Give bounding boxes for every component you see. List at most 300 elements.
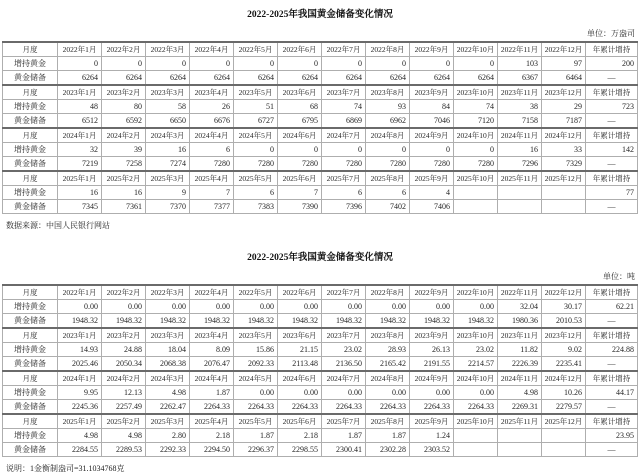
increase-value-cell: 0.00	[278, 300, 322, 314]
increase-total-cell: 44.17	[586, 386, 638, 400]
month-header-cell: 2022年4月	[190, 285, 234, 300]
reserve-value-cell: 7280	[454, 157, 498, 172]
month-header-cell: 2023年6月	[278, 85, 322, 100]
month-header-cell: 2024年1月	[58, 128, 102, 143]
reserve-value-cell: 6264	[102, 71, 146, 86]
reserve-value-cell: 2300.41	[322, 443, 366, 457]
month-header-cell: 2022年10月	[454, 42, 498, 57]
reserve-value-cell: 2294.50	[190, 443, 234, 457]
month-header-cell: 2025年1月	[58, 414, 102, 429]
month-header-cell: 2023年4月	[190, 85, 234, 100]
reserve-value-cell: 6264	[278, 71, 322, 86]
increase-value-cell: 0.00	[190, 300, 234, 314]
month-header-cell: 2022年7月	[322, 285, 366, 300]
month-header-cell: 2023年12月	[542, 85, 586, 100]
month-header-cell: 2025年4月	[190, 414, 234, 429]
increase-value-cell: 9.02	[542, 343, 586, 357]
reserve-value-cell: 2264.33	[366, 400, 410, 415]
reserve-value-cell: 7329	[542, 157, 586, 172]
reserve-value-cell: 6264	[366, 71, 410, 86]
reserve-value-cell: 2226.39	[498, 357, 542, 372]
increase-value-cell: 26.13	[410, 343, 454, 357]
reserve-value-cell: 1948.32	[102, 314, 146, 329]
reserve-total-cell: —	[586, 200, 638, 214]
table-body-tons	[3, 285, 638, 457]
increase-value-cell: 0	[234, 143, 278, 157]
reserve-value-cell: 2303.52	[410, 443, 454, 457]
month-header-cell: 2022年7月	[322, 42, 366, 57]
month-header-cell: 2023年2月	[102, 328, 146, 343]
reserve-value-cell: 7345	[58, 200, 102, 214]
month-header-cell: 2023年3月	[146, 328, 190, 343]
month-col-header: 月度	[3, 371, 58, 386]
month-header-cell: 2022年4月	[190, 42, 234, 57]
reserve-value-cell: 6512	[58, 114, 102, 129]
month-header-cell: 2024年6月	[278, 128, 322, 143]
reserve-value-cell: 2165.42	[366, 357, 410, 372]
reserve-value-cell: 6264	[322, 71, 366, 86]
month-header-cell: 2025年6月	[278, 171, 322, 186]
increase-value-cell: 0	[190, 57, 234, 71]
month-header-cell: 2022年6月	[278, 285, 322, 300]
month-header-cell: 2022年2月	[102, 42, 146, 57]
month-header-cell: 2024年3月	[146, 128, 190, 143]
increase-value-cell: 80	[102, 100, 146, 114]
increase-value-cell: 9.95	[58, 386, 102, 400]
reserve-value-cell: 2284.55	[58, 443, 102, 457]
reserve-value-cell	[454, 200, 498, 214]
reserve-value-cell	[454, 443, 498, 457]
reserve-value-cell: 7402	[366, 200, 410, 214]
month-header-cell: 2023年6月	[278, 328, 322, 343]
increase-value-cell: 74	[454, 100, 498, 114]
reserve-value-cell: 2191.55	[410, 357, 454, 372]
reserve-row	[3, 314, 638, 329]
reserve-value-cell: 2010.53	[542, 314, 586, 329]
month-header-cell: 2023年2月	[102, 85, 146, 100]
month-header-cell: 2024年10月	[454, 128, 498, 143]
reserve-value-cell: 2257.49	[102, 400, 146, 415]
month-header-cell: 2022年12月	[542, 285, 586, 300]
month-header-cell: 2022年8月	[366, 285, 410, 300]
reserve-value-cell: 2264.33	[322, 400, 366, 415]
month-header-cell: 2023年10月	[454, 328, 498, 343]
conversion-note: 说明：1金衡制盎司=31.1034768克	[6, 464, 125, 473]
month-col-header: 月度	[3, 85, 58, 100]
increase-row	[3, 186, 638, 200]
reserve-row-label: 黄金储备	[3, 200, 58, 214]
increase-value-cell: 16	[498, 143, 542, 157]
cumulative-col-header: 年累计增持	[586, 42, 638, 57]
increase-value-cell: 21.15	[278, 343, 322, 357]
reserve-row-label: 黄金储备	[3, 400, 58, 415]
increase-value-cell: 0.00	[58, 300, 102, 314]
month-header-row	[3, 42, 638, 57]
reserve-value-cell: 1948.32	[278, 314, 322, 329]
increase-total-cell: 200	[586, 57, 638, 71]
reserve-value-cell	[498, 200, 542, 214]
reserve-value-cell: 7396	[322, 200, 366, 214]
increase-value-cell: 1.87	[190, 386, 234, 400]
table-title-10k-oz: 2022-2025年我国黄金储备变化情况	[247, 10, 393, 20]
month-header-cell: 2023年1月	[58, 85, 102, 100]
month-col-header: 月度	[3, 328, 58, 343]
reserve-row-label: 黄金储备	[3, 357, 58, 372]
month-header-cell: 2024年9月	[410, 128, 454, 143]
reserve-value-cell: 6676	[190, 114, 234, 129]
month-header-cell: 2023年5月	[234, 85, 278, 100]
month-header-cell: 2022年1月	[58, 285, 102, 300]
reserve-value-cell: 1948.32	[366, 314, 410, 329]
increase-value-cell: 30.17	[542, 300, 586, 314]
gold-reserve-table-10k-oz	[2, 41, 638, 214]
month-header-cell: 2024年5月	[234, 371, 278, 386]
increase-value-cell: 4	[410, 186, 454, 200]
month-header-cell: 2022年3月	[146, 42, 190, 57]
cumulative-col-header: 年累计增持	[586, 171, 638, 186]
month-header-cell: 2023年1月	[58, 328, 102, 343]
cumulative-col-header: 年累计增持	[586, 285, 638, 300]
month-header-cell: 2024年8月	[366, 128, 410, 143]
month-header-cell: 2025年1月	[58, 171, 102, 186]
reserve-row	[3, 200, 638, 214]
month-header-cell: 2025年2月	[102, 414, 146, 429]
month-header-cell: 2022年2月	[102, 285, 146, 300]
cumulative-col-header: 年累计增持	[586, 414, 638, 429]
increase-value-cell: 6	[234, 186, 278, 200]
increase-value-cell: 0.00	[366, 300, 410, 314]
reserve-row-label: 黄金储备	[3, 157, 58, 172]
increase-value-cell: 0	[278, 57, 322, 71]
month-header-cell: 2024年4月	[190, 371, 234, 386]
month-header-cell: 2023年7月	[322, 328, 366, 343]
month-header-cell: 2024年3月	[146, 371, 190, 386]
reserve-value-cell: 7046	[410, 114, 454, 129]
reserve-value-cell: 1948.32	[190, 314, 234, 329]
reserve-value-cell: 6264	[190, 71, 234, 86]
increase-value-cell: 0	[322, 57, 366, 71]
month-header-cell: 2023年10月	[454, 85, 498, 100]
month-col-header: 月度	[3, 128, 58, 143]
increase-value-cell: 16	[102, 186, 146, 200]
reserve-value-cell: 2298.55	[278, 443, 322, 457]
increase-value-cell: 29	[542, 100, 586, 114]
reserve-value-cell: 7187	[542, 114, 586, 129]
month-header-cell: 2025年11月	[498, 414, 542, 429]
month-col-header: 月度	[3, 414, 58, 429]
reserve-value-cell: 6367	[498, 71, 542, 86]
increase-value-cell: 0	[366, 143, 410, 157]
reserve-value-cell: 2136.50	[322, 357, 366, 372]
reserve-value-cell: 2262.47	[146, 400, 190, 415]
month-header-cell: 2022年5月	[234, 42, 278, 57]
reserve-row-label: 黄金储备	[3, 71, 58, 86]
month-header-cell: 2025年5月	[234, 414, 278, 429]
increase-value-cell: 2.18	[278, 429, 322, 443]
month-header-cell: 2024年10月	[454, 371, 498, 386]
reserve-value-cell: 6592	[102, 114, 146, 129]
increase-total-cell: 23.95	[586, 429, 638, 443]
reserve-row	[3, 71, 638, 86]
month-col-header: 月度	[3, 171, 58, 186]
increase-value-cell: 8.09	[190, 343, 234, 357]
reserve-row	[3, 157, 638, 172]
increase-value-cell: 4.98	[498, 386, 542, 400]
reserve-row	[3, 114, 638, 129]
month-col-header: 月度	[3, 285, 58, 300]
reserve-value-cell: 6264	[58, 71, 102, 86]
increase-value-cell: 26	[190, 100, 234, 114]
increase-value-cell: 2.18	[190, 429, 234, 443]
reserve-row-label: 黄金储备	[3, 443, 58, 457]
increase-value-cell: 48	[58, 100, 102, 114]
increase-value-cell: 16	[146, 143, 190, 157]
reserve-total-cell: —	[586, 443, 638, 457]
increase-value-cell	[542, 186, 586, 200]
increase-value-cell	[454, 186, 498, 200]
increase-value-cell: 103	[498, 57, 542, 71]
increase-row-label: 增持黄金	[3, 186, 58, 200]
increase-value-cell: 1.87	[322, 429, 366, 443]
increase-value-cell: 4.98	[58, 429, 102, 443]
month-header-cell: 2025年7月	[322, 414, 366, 429]
increase-value-cell: 1.87	[234, 429, 278, 443]
increase-value-cell: 0	[454, 57, 498, 71]
month-header-cell: 2023年7月	[322, 85, 366, 100]
month-header-row	[3, 128, 638, 143]
month-header-cell: 2023年11月	[498, 85, 542, 100]
gold-reserve-table-tons	[2, 284, 638, 457]
increase-value-cell: 0.00	[102, 300, 146, 314]
increase-value-cell: 0	[322, 143, 366, 157]
table-title-tons: 2022-2025年我国黄金储备变化情况	[247, 253, 393, 263]
reserve-value-cell: 7361	[102, 200, 146, 214]
reserve-value-cell: 2214.57	[454, 357, 498, 372]
increase-total-cell: 723	[586, 100, 638, 114]
month-col-header: 月度	[3, 42, 58, 57]
increase-value-cell: 51	[234, 100, 278, 114]
month-header-cell: 2024年11月	[498, 128, 542, 143]
month-header-cell: 2025年10月	[454, 414, 498, 429]
month-header-cell: 2023年8月	[366, 328, 410, 343]
cumulative-col-header: 年累计增持	[586, 328, 638, 343]
increase-value-cell: 0	[410, 57, 454, 71]
reserve-value-cell: 7274	[146, 157, 190, 172]
reserve-row	[3, 443, 638, 457]
increase-value-cell: 14.93	[58, 343, 102, 357]
reserve-value-cell: 2076.47	[190, 357, 234, 372]
month-header-row	[3, 285, 638, 300]
reserve-value-cell: 7280	[190, 157, 234, 172]
increase-total-cell: 142	[586, 143, 638, 157]
increase-value-cell: 11.82	[498, 343, 542, 357]
increase-value-cell	[498, 429, 542, 443]
increase-row	[3, 143, 638, 157]
increase-value-cell: 1.24	[410, 429, 454, 443]
month-header-cell: 2023年9月	[410, 328, 454, 343]
reserve-value-cell: 6869	[322, 114, 366, 129]
increase-row-label: 增持黄金	[3, 57, 58, 71]
month-header-cell: 2025年7月	[322, 171, 366, 186]
increase-value-cell: 0.00	[322, 386, 366, 400]
month-header-cell: 2022年11月	[498, 42, 542, 57]
increase-value-cell: 0.00	[410, 386, 454, 400]
increase-value-cell: 84	[410, 100, 454, 114]
month-header-cell: 2025年3月	[146, 171, 190, 186]
reserve-value-cell: 6650	[146, 114, 190, 129]
reserve-row-label: 黄金储备	[3, 314, 58, 329]
month-header-cell: 2025年4月	[190, 171, 234, 186]
month-header-cell: 2025年2月	[102, 171, 146, 186]
month-header-cell: 2023年9月	[410, 85, 454, 100]
reserve-row-label: 黄金储备	[3, 114, 58, 129]
increase-value-cell: 4.98	[146, 386, 190, 400]
increase-row	[3, 57, 638, 71]
reserve-value-cell: 2279.57	[542, 400, 586, 415]
reserve-value-cell: 6464	[542, 71, 586, 86]
month-header-row	[3, 371, 638, 386]
month-header-cell: 2024年1月	[58, 371, 102, 386]
increase-value-cell: 2.80	[146, 429, 190, 443]
month-header-cell: 2023年11月	[498, 328, 542, 343]
increase-total-cell: 77	[586, 186, 638, 200]
increase-value-cell: 58	[146, 100, 190, 114]
month-header-cell: 2024年4月	[190, 128, 234, 143]
reserve-value-cell: 2092.33	[234, 357, 278, 372]
increase-row	[3, 343, 638, 357]
reserve-value-cell: 7120	[454, 114, 498, 129]
cumulative-col-header: 年累计增持	[586, 371, 638, 386]
reserve-value-cell: 1948.32	[146, 314, 190, 329]
month-header-cell: 2024年12月	[542, 371, 586, 386]
reserve-total-cell: —	[586, 357, 638, 372]
reserve-value-cell: 2289.53	[102, 443, 146, 457]
reserve-total-cell: —	[586, 314, 638, 329]
month-header-cell: 2025年12月	[542, 171, 586, 186]
reserve-value-cell	[542, 200, 586, 214]
month-header-cell: 2022年9月	[410, 42, 454, 57]
increase-value-cell: 0	[410, 143, 454, 157]
table-body-10k-oz	[3, 42, 638, 214]
increase-value-cell: 23.02	[454, 343, 498, 357]
month-header-cell: 2024年6月	[278, 371, 322, 386]
reserve-value-cell: 7280	[366, 157, 410, 172]
reserve-value-cell: 2245.36	[58, 400, 102, 415]
month-header-cell: 2023年12月	[542, 328, 586, 343]
increase-value-cell: 0.00	[234, 386, 278, 400]
increase-value-cell: 15.86	[234, 343, 278, 357]
unit-label-10k-oz: 单位：万盎司	[587, 29, 635, 38]
increase-value-cell: 16	[58, 186, 102, 200]
reserve-value-cell: 1948.32	[454, 314, 498, 329]
increase-value-cell: 0.00	[454, 300, 498, 314]
month-header-cell: 2025年8月	[366, 171, 410, 186]
reserve-value-cell: 2050.34	[102, 357, 146, 372]
increase-value-cell: 32	[58, 143, 102, 157]
increase-row-label: 增持黄金	[3, 100, 58, 114]
reserve-value-cell: 2068.38	[146, 357, 190, 372]
month-header-cell: 2022年10月	[454, 285, 498, 300]
increase-row-label: 增持黄金	[3, 143, 58, 157]
reserve-value-cell: 7370	[146, 200, 190, 214]
increase-total-cell: 224.88	[586, 343, 638, 357]
reserve-value-cell: 2269.31	[498, 400, 542, 415]
increase-value-cell: 0	[278, 143, 322, 157]
month-header-row	[3, 171, 638, 186]
increase-value-cell: 7	[278, 186, 322, 200]
reserve-value-cell: 2113.48	[278, 357, 322, 372]
increase-value-cell: 93	[366, 100, 410, 114]
increase-row-label: 增持黄金	[3, 300, 58, 314]
increase-row-label: 增持黄金	[3, 343, 58, 357]
month-header-cell: 2024年9月	[410, 371, 454, 386]
reserve-value-cell: 7280	[322, 157, 366, 172]
reserve-value-cell: 7383	[234, 200, 278, 214]
increase-value-cell: 6	[190, 143, 234, 157]
increase-row	[3, 386, 638, 400]
increase-row	[3, 100, 638, 114]
increase-value-cell: 38	[498, 100, 542, 114]
increase-value-cell: 23.02	[322, 343, 366, 357]
reserve-value-cell: 6264	[146, 71, 190, 86]
reserve-value-cell: 6962	[366, 114, 410, 129]
increase-value-cell: 0.00	[366, 386, 410, 400]
month-header-cell: 2025年8月	[366, 414, 410, 429]
reserve-value-cell: 2235.41	[542, 357, 586, 372]
increase-row-label: 增持黄金	[3, 429, 58, 443]
month-header-cell: 2023年5月	[234, 328, 278, 343]
month-header-cell: 2023年3月	[146, 85, 190, 100]
reserve-row	[3, 357, 638, 372]
increase-value-cell	[454, 429, 498, 443]
increase-row	[3, 429, 638, 443]
increase-value-cell: 97	[542, 57, 586, 71]
month-header-cell: 2022年5月	[234, 285, 278, 300]
reserve-value-cell: 7280	[234, 157, 278, 172]
reserve-value-cell: 2264.33	[454, 400, 498, 415]
reserve-value-cell: 2025.46	[58, 357, 102, 372]
increase-row-label: 增持黄金	[3, 386, 58, 400]
reserve-value-cell: 7406	[410, 200, 454, 214]
month-header-cell: 2024年2月	[102, 128, 146, 143]
reserve-value-cell: 7390	[278, 200, 322, 214]
increase-value-cell: 12.13	[102, 386, 146, 400]
reserve-value-cell: 7280	[278, 157, 322, 172]
reserve-value-cell	[542, 443, 586, 457]
increase-value-cell: 0.00	[234, 300, 278, 314]
increase-value-cell: 10.26	[542, 386, 586, 400]
month-header-row	[3, 85, 638, 100]
reserve-value-cell: 7158	[498, 114, 542, 129]
increase-total-cell: 62.21	[586, 300, 638, 314]
increase-value-cell: 0.00	[454, 386, 498, 400]
reserve-value-cell	[498, 443, 542, 457]
month-header-cell: 2024年12月	[542, 128, 586, 143]
increase-value-cell: 4.98	[102, 429, 146, 443]
unit-label-tons: 单位：吨	[603, 272, 635, 281]
reserve-row	[3, 400, 638, 415]
increase-value-cell: 0	[366, 57, 410, 71]
increase-value-cell: 0.00	[278, 386, 322, 400]
month-header-cell: 2025年6月	[278, 414, 322, 429]
cumulative-col-header: 年累计增持	[586, 128, 638, 143]
increase-value-cell	[498, 186, 542, 200]
reserve-value-cell: 7296	[498, 157, 542, 172]
reserve-value-cell: 1948.32	[58, 314, 102, 329]
increase-value-cell: 0	[454, 143, 498, 157]
increase-value-cell: 39	[102, 143, 146, 157]
increase-row	[3, 300, 638, 314]
